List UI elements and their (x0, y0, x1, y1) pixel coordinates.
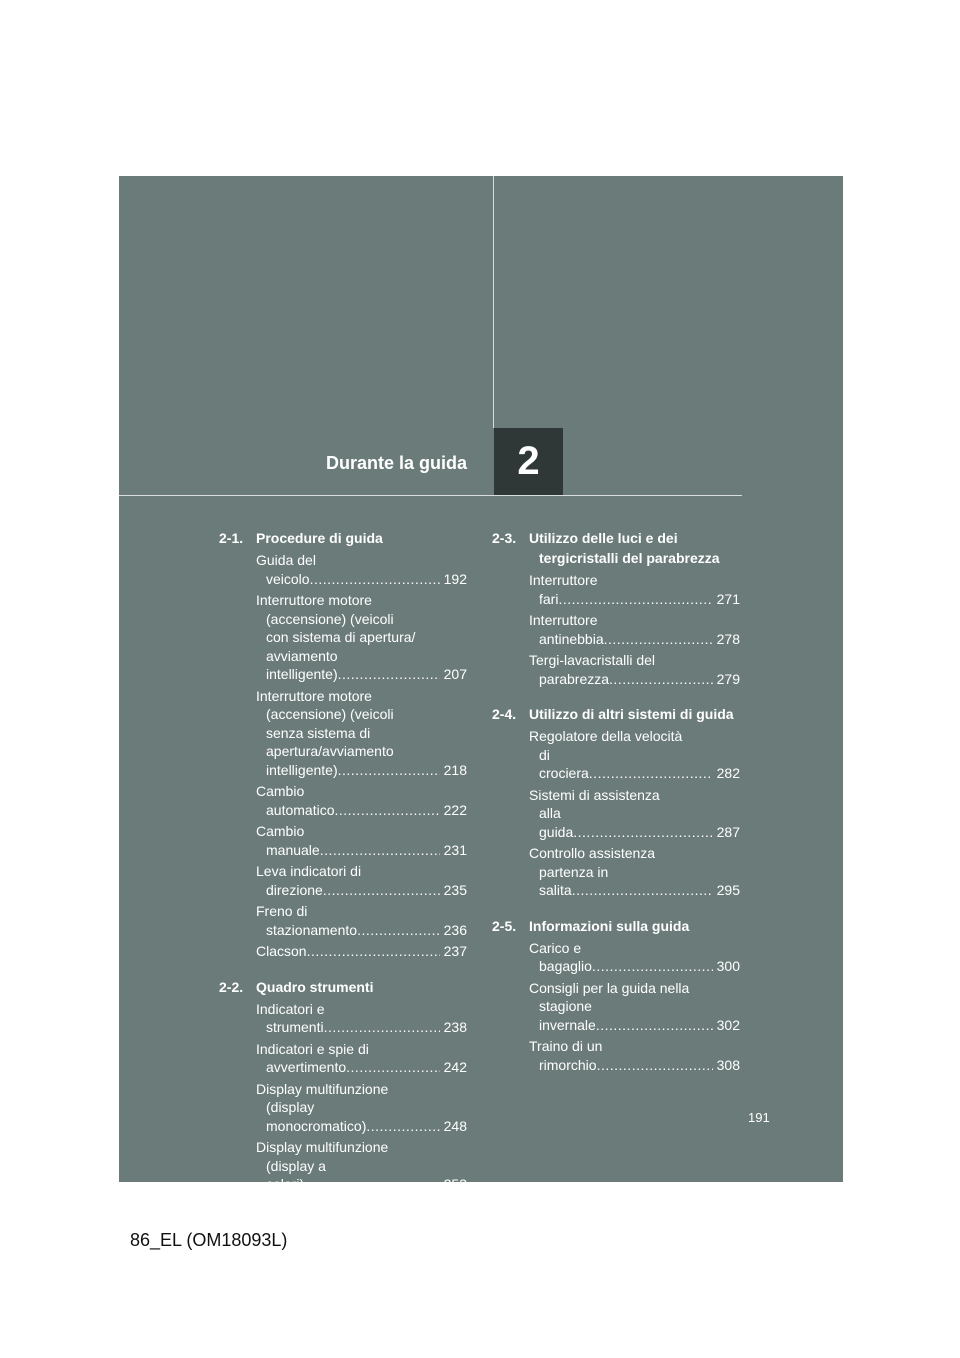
entry-title-text[interactable]: Freno di stazionamento (256, 903, 358, 938)
entry-title[interactable] (256, 551, 440, 588)
entry-title[interactable] (529, 939, 713, 976)
entry-page-number[interactable]: 222 (443, 801, 467, 818)
dot-leader (346, 1059, 439, 1075)
entry-page-number[interactable]: 236 (443, 921, 467, 938)
entry-title[interactable] (529, 979, 713, 1035)
entry-title-text[interactable]: Indicatori e spie di avvertimento (256, 1040, 369, 1075)
entry-title[interactable] (256, 822, 440, 859)
toc-entry[interactable] (529, 786, 740, 842)
entry-title[interactable] (256, 1080, 440, 1136)
entry-page-number[interactable]: 295 (716, 882, 740, 898)
entry-title-text[interactable]: Guida del veicolo (256, 552, 316, 587)
toc-entry[interactable] (256, 551, 467, 588)
section-title: Utilizzo delle luci e dei tergicristalli del parabrezza (529, 530, 720, 566)
chapter-title: Durante la guida (325, 453, 467, 473)
entry-title-text[interactable]: Display multifunzione (display a colori) (256, 1139, 389, 1192)
entry-title[interactable] (256, 1000, 440, 1037)
entry-title-text[interactable]: Tergi-lavacristalli del parabrezza (529, 652, 656, 687)
toc-entry[interactable] (529, 611, 740, 648)
entry-page-number[interactable]: 218 (443, 761, 467, 778)
entry-title-text[interactable]: Cambio manuale (256, 823, 320, 858)
dot-leader (334, 802, 439, 818)
entry-page-number[interactable]: 248 (443, 1117, 467, 1134)
dot-leader (324, 1019, 440, 1035)
entry-title-text[interactable]: Regolatore della velocità di crociera (529, 728, 683, 781)
section-number: 2-2. (219, 978, 244, 995)
toc-entry[interactable] (529, 939, 740, 976)
dot-leader (573, 824, 712, 840)
entry-title-text[interactable]: Sistemi di assistenza alla guida (529, 786, 660, 840)
entry-title[interactable] (529, 651, 713, 688)
section-number: 2-5. (492, 917, 517, 934)
entry-title[interactable] (256, 1138, 440, 1194)
toc-entry[interactable] (256, 782, 467, 819)
entry-page-number[interactable]: 279 (716, 670, 740, 687)
entry-page-number[interactable]: 300 (716, 958, 740, 974)
entry-title-text[interactable]: Indicatori e strumenti (256, 1000, 325, 1035)
toc-entry[interactable] (256, 687, 467, 780)
entry-title[interactable] (256, 687, 440, 780)
dot-leader (558, 591, 712, 607)
toc-entry[interactable] (529, 979, 740, 1035)
dot-leader (323, 882, 440, 898)
page-number: 191 (748, 1110, 770, 1125)
section-heading (492, 916, 740, 936)
entry-page-number[interactable]: 231 (443, 841, 467, 858)
chapter-number: 2 (494, 428, 563, 495)
entry-page-number[interactable]: 287 (716, 823, 740, 840)
section-title: Utilizzo di altri sistemi di guida (529, 706, 734, 722)
toc-section (492, 528, 740, 688)
entry-page-number[interactable]: 242 (443, 1059, 467, 1075)
entry-title-text[interactable]: Interruttore fari (529, 572, 598, 607)
toc-section (219, 528, 467, 961)
document-code: 86_EL (OM18093L) (130, 1230, 288, 1250)
entry-title[interactable] (256, 862, 440, 899)
entry-title[interactable] (256, 942, 440, 961)
entry-title[interactable] (529, 1037, 713, 1074)
dot-leader (338, 666, 440, 682)
entry-title-text[interactable]: Cambio automatico (256, 783, 335, 818)
toc-entry[interactable] (256, 1000, 467, 1037)
toc-entry[interactable] (256, 1040, 467, 1077)
entry-title[interactable] (256, 782, 440, 819)
toc-section (492, 704, 740, 900)
dot-leader (596, 1017, 713, 1033)
entry-title-text[interactable]: Controllo assistenza partenza in salita (529, 845, 656, 898)
dot-leader (338, 762, 440, 778)
section-heading (219, 977, 467, 997)
section-number: 2-3. (492, 530, 517, 546)
toc-entry[interactable] (529, 651, 740, 688)
horizontal-divider (119, 495, 742, 496)
vertical-divider (493, 176, 494, 428)
toc-entry[interactable] (529, 1037, 740, 1074)
entry-title-text[interactable]: Leva indicatori di direzione (256, 863, 362, 898)
toc-entry[interactable] (256, 902, 467, 939)
entry-page-number[interactable]: 271 (716, 590, 740, 607)
entry-page-number[interactable]: 235 (443, 881, 467, 898)
toc-entry[interactable] (529, 844, 740, 900)
entry-page-number[interactable]: 207 (443, 666, 467, 682)
section-heading (219, 528, 467, 548)
toc-entry[interactable] (256, 942, 467, 961)
entry-title[interactable] (256, 1040, 440, 1077)
section-number: 2-1. (219, 530, 244, 546)
entry-page-number[interactable]: 192 (443, 570, 467, 587)
entry-page-number[interactable]: 237 (443, 943, 467, 959)
toc-entry[interactable] (529, 571, 740, 608)
entry-page-number[interactable]: 238 (443, 1019, 467, 1035)
toc-entry[interactable] (529, 727, 740, 783)
entry-page-number[interactable]: 282 (716, 765, 740, 781)
dot-leader (609, 671, 713, 687)
entry-page-number[interactable]: 253 (443, 1176, 467, 1192)
section-title: Informazioni sulla guida (529, 917, 690, 934)
toc-section (492, 916, 740, 1075)
toc-right-column (492, 528, 740, 1090)
entry-title-text[interactable]: Interruttore motore (accensione) (veicoli senza sistema di apertura/avviamento intelligente) (256, 687, 394, 778)
entry-title-text[interactable]: Consigli per la guida nella stagione invernale (529, 979, 690, 1033)
dot-leader (366, 1118, 439, 1134)
entry-title-text[interactable]: Clacson (256, 943, 307, 959)
dot-leader (589, 765, 713, 781)
dot-leader (592, 958, 713, 974)
dot-leader (357, 922, 440, 938)
toc-entry[interactable] (256, 822, 467, 859)
dot-leader (310, 571, 440, 587)
dot-leader (304, 1176, 440, 1192)
entry-title[interactable] (529, 844, 713, 900)
entry-title[interactable] (529, 727, 713, 783)
entry-title-text[interactable]: Traino di un rimorchio (529, 1038, 603, 1073)
section-heading (492, 704, 740, 724)
entry-title[interactable] (256, 591, 440, 684)
toc-section (219, 977, 467, 1194)
section-title: Procedure di guida (256, 530, 383, 546)
toc-entry[interactable] (256, 1080, 467, 1136)
entry-page-number[interactable]: 302 (716, 1016, 740, 1033)
entry-title[interactable] (529, 571, 713, 608)
entry-title-text[interactable]: Carico e bagaglio (529, 939, 592, 974)
entry-title[interactable] (256, 902, 440, 939)
dot-leader (320, 842, 440, 858)
entry-title-text[interactable]: Interruttore antinebbia (529, 612, 604, 647)
dot-leader (597, 1057, 713, 1073)
entry-page-number[interactable]: 308 (716, 1056, 740, 1073)
toc-entry[interactable] (256, 862, 467, 899)
entry-title-text[interactable]: Display multifunzione (display monocromatico) (256, 1080, 389, 1134)
dot-leader (572, 882, 713, 898)
entry-page-number[interactable]: 278 (716, 630, 740, 647)
dot-leader (604, 631, 713, 647)
toc-entry[interactable] (256, 591, 467, 684)
section-number: 2-4. (492, 706, 517, 722)
dot-leader (307, 943, 440, 959)
entry-title[interactable] (529, 786, 713, 842)
toc-entry[interactable] (256, 1138, 467, 1194)
entry-title-text[interactable]: Interruttore motore (accensione) (veicoli con sistema di apertura/ avviamento intelligente) (256, 592, 416, 682)
toc-left-column (219, 528, 467, 1210)
section-heading (492, 528, 740, 568)
entry-title[interactable] (529, 611, 713, 648)
section-title: Quadro strumenti (256, 978, 374, 995)
